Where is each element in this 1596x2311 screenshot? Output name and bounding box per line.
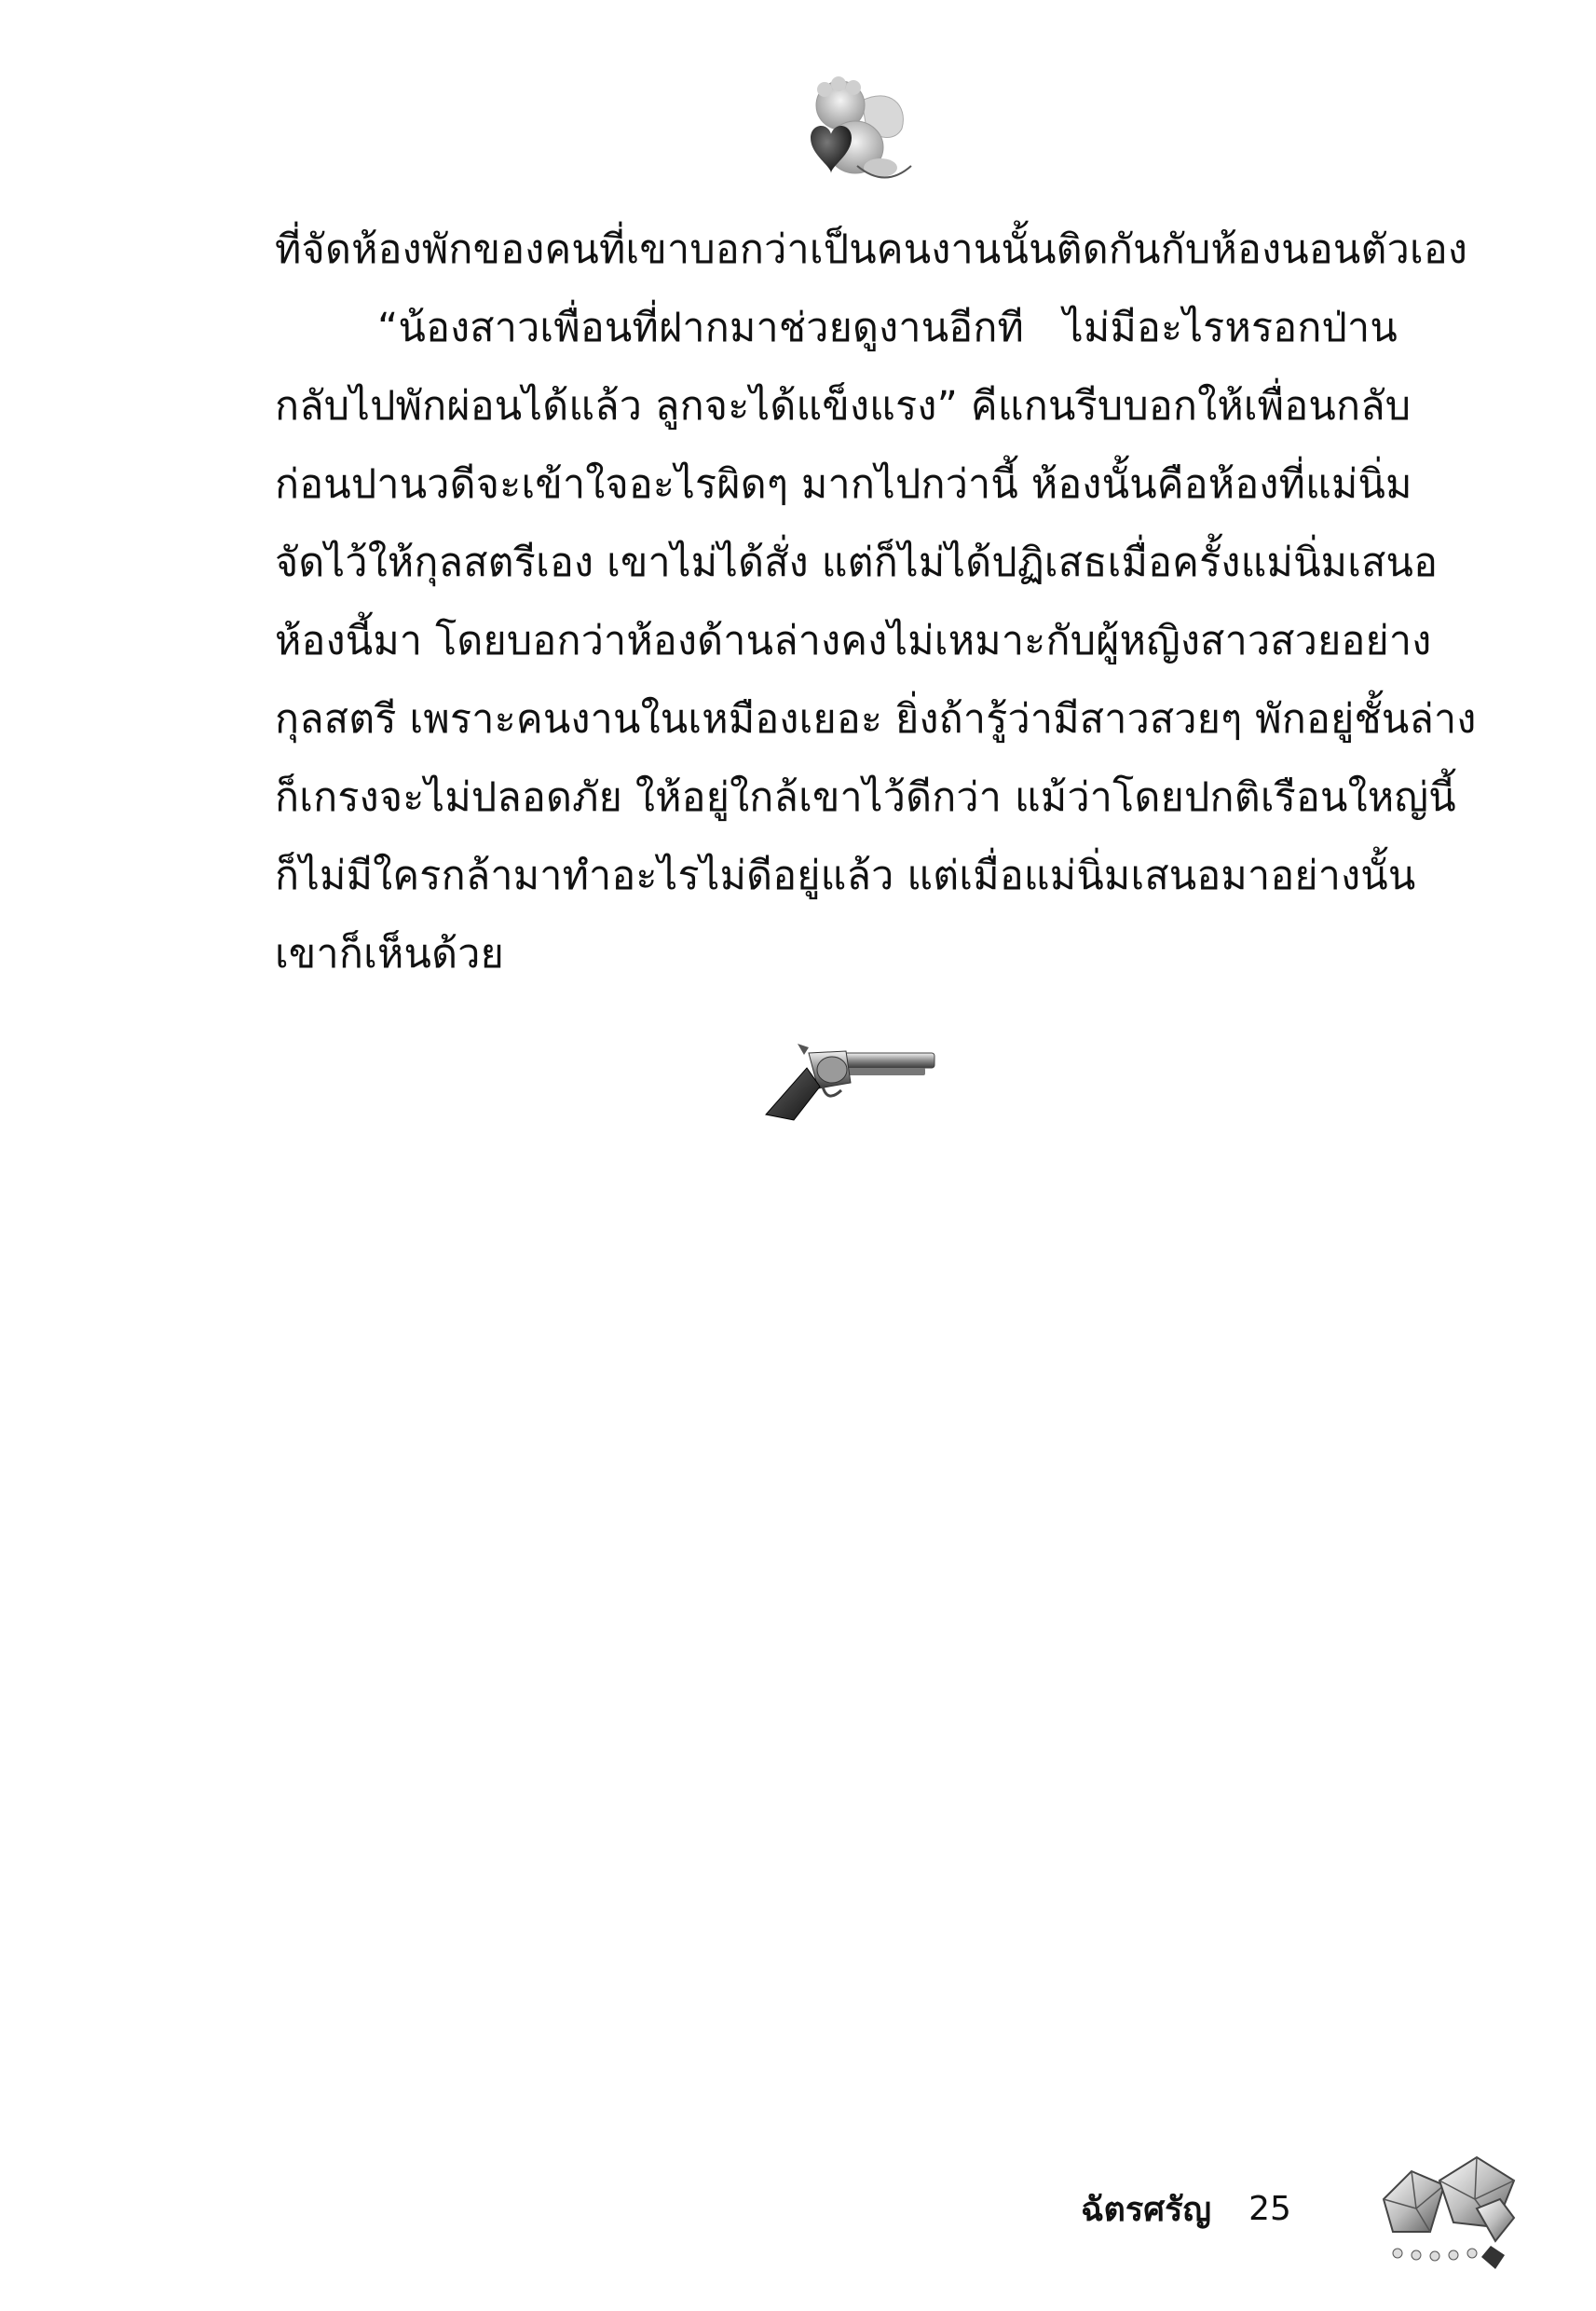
text-line: ก็เกรงจะไม่ปลอดภัย ให้อยู่ใกล้เขาไว้ดีกว่า แม้ว่าโดยปกติเรือนใหญ่นี้: [275, 774, 1456, 821]
text-line: ก่อนปานวดีจะเข้าใจอะไรผิดๆ มากไปกว่านี้ ห้องนั้นคือห้องที่แม่นิ่ม: [275, 461, 1412, 508]
text-line: กลับไปพักผ่อนได้แล้ว ลูกจะได้แข็งแรง” คีแกนรีบบอกให้เพื่อนกลับ: [275, 383, 1412, 430]
page-footer: [1081, 2181, 1291, 2236]
page-number: 25: [1248, 2189, 1291, 2228]
body-paragraph: [275, 211, 1477, 993]
book-title: ฉัตรศรัญ: [1081, 2190, 1212, 2229]
cherub-with-heart-icon: [773, 73, 913, 194]
text-line: ที่จัดห้องพักของคนที่เขาบอกว่าเป็นคนงานนั้นติดกันกับห้องนอนตัวเอง: [275, 226, 1468, 273]
text-line: เขาก็เห็นด้วย: [275, 931, 504, 978]
text-line: ก็ไม่มีใครกล้ามาทำอะไรไม่ดีอยู่แล้ว แต่เมื่อแม่นิ่มเสนอมาอย่างนั้น: [275, 853, 1416, 899]
text-line: กุลสตรี เพราะคนงานในเหมืองเยอะ ยิ่งถ้ารู้ว่ามีสาวสวยๆ พักอยู่ชั้นล่าง: [275, 696, 1477, 743]
text-line: จัดไว้ให้กุลสตรีเอง เขาไม่ได้สั่ง แต่ก็ไม่ได้ปฏิเสธเมื่อครั้งแม่นิ่มเสนอ: [275, 540, 1439, 586]
text-line: “น้องสาวเพื่อนที่ฝากมาช่วยดูงานอีกที ไม่มีอะไรหรอกป่าน: [377, 305, 1398, 351]
diamonds-icon: [1365, 2143, 1523, 2274]
revolver-icon: [753, 1034, 939, 1128]
text-line: ห้องนี้มา โดยบอกว่าห้องด้านล่างคงไม่เหมาะกับผู้หญิงสาวสวยอย่าง: [275, 618, 1432, 664]
